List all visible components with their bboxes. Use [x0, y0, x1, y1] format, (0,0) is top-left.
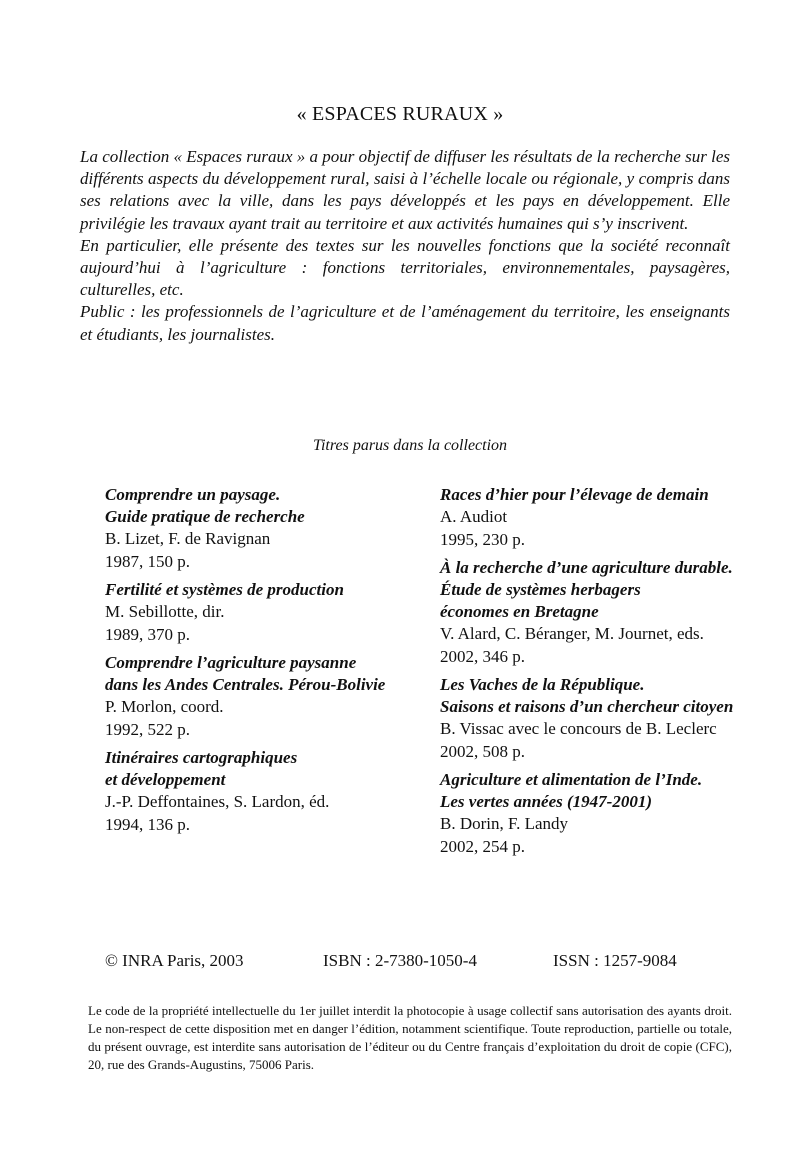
book-year-pages: 1992, 522 p.: [105, 719, 190, 739]
book-authors: A. Audiot: [440, 507, 508, 526]
book-entry: [440, 557, 770, 668]
book-title-line: Comprendre l’agriculture paysanne: [105, 653, 357, 672]
book-year-pages: 2002, 254 p.: [440, 836, 525, 856]
series-title: « ESPACES RURAUX »: [296, 103, 504, 125]
book-title-line: et développement: [105, 770, 226, 789]
book-title-line: Agriculture et alimentation de l’Inde.: [440, 770, 703, 789]
book-title-line: Guide pratique de recherche: [105, 507, 305, 526]
intro-paragraph: La collection « Espaces ruraux » a pour objectif de diffuser les résultats de la recherche sur les différents aspects du développement rural, saisi à l’échelle locale ou régionale, y compris dans ses relations avec la ville, dans les pays développés et les pays en développement. Elle privilégie les travaux ayant trait au territoire et aux activités humaines qui s’y inscrivent.: [80, 147, 730, 233]
book-title-line: Les Vaches de la République.: [440, 675, 645, 694]
book-year-pages: 2002, 508 p.: [440, 741, 525, 761]
book-year-pages: 1987, 150 p.: [105, 551, 190, 571]
titles-heading: Titres parus dans la collection: [312, 437, 508, 454]
book-authors: V. Alard, C. Béranger, M. Journet, eds.: [440, 624, 704, 643]
book-title-line: Fertilité et systèmes de production: [105, 580, 344, 599]
book-authors: B. Dorin, F. Landy: [440, 814, 569, 833]
book-entry: [105, 652, 435, 741]
book-authors: M. Sebillotte, dir.: [105, 602, 225, 621]
book-year-pages: 1995, 230 p.: [440, 529, 525, 549]
intro-paragraph: En particulier, elle présente des textes sur les nouvelles fonctions que la société reconnaît aujourd’hui à l’agriculture : fonctions territoriales, environnementales, paysagères, culturelles, etc.: [80, 235, 730, 300]
book-title-line: économes en Bretagne: [440, 602, 599, 621]
book-title-line: Itinéraires cartographiques: [105, 748, 298, 767]
copyright: © INRA Paris, 2003: [105, 951, 244, 970]
book-year-pages: 1994, 136 p.: [105, 814, 190, 834]
collection-description: [80, 146, 730, 346]
book-title-line: À la recherche d’une agriculture durable.: [440, 558, 733, 577]
book-entry: [440, 769, 770, 858]
book-entry: [440, 674, 770, 763]
isbn: ISBN : 2-7380-1050-4: [323, 951, 477, 970]
book-title-line: Les vertes années (1947-2001): [440, 792, 652, 811]
intro-paragraph: Public : les professionnels de l’agriculture et de l’aménagement du territoire, les enseignants et étudiants, les journalistes.: [80, 302, 730, 344]
book-authors: B. Lizet, F. de Ravignan: [105, 529, 271, 548]
book-title-line: Saisons et raisons d’un chercheur citoyen: [440, 697, 734, 716]
book-entry: [105, 747, 435, 836]
book-entry: [105, 579, 435, 646]
book-authors: P. Morlon, coord.: [105, 697, 224, 716]
book-year-pages: 1989, 370 p.: [105, 624, 190, 644]
book-title-line: Races d’hier pour l’élevage de demain: [440, 485, 709, 504]
book-title-line: dans les Andes Centrales. Pérou-Bolivie: [105, 675, 386, 694]
book-entry: [105, 484, 435, 573]
book-list-left: [105, 484, 435, 842]
book-authors: J.-P. Deffontaines, S. Lardon, éd.: [105, 792, 330, 811]
copyright-notice: Le code de la propriété intellectuelle du 1er juillet interdit la photocopie à usage collectif sans autorisation des ayants droit. Le non-respect de cette disposition met en danger l’édition, notamment scientifique. Toute reproduction, partielle ou totale, du présent ouvrage, est interdite sans autorisation de l’éditeur ou du Centre français d’exploitation du droit de copie (CFC), 20, rue des Grands-Augustins, 75006 Paris.: [88, 1003, 732, 1072]
book-year-pages: 2002, 346 p.: [440, 646, 525, 666]
book-list-right: [440, 484, 770, 864]
book-entry: [440, 484, 770, 551]
issn: ISSN : 1257-9084: [553, 951, 677, 970]
book-title-line: Comprendre un paysage.: [105, 485, 281, 504]
book-title-line: Étude de systèmes herbagers: [440, 580, 641, 599]
book-authors: B. Vissac avec le concours de B. Leclerc: [440, 719, 717, 738]
